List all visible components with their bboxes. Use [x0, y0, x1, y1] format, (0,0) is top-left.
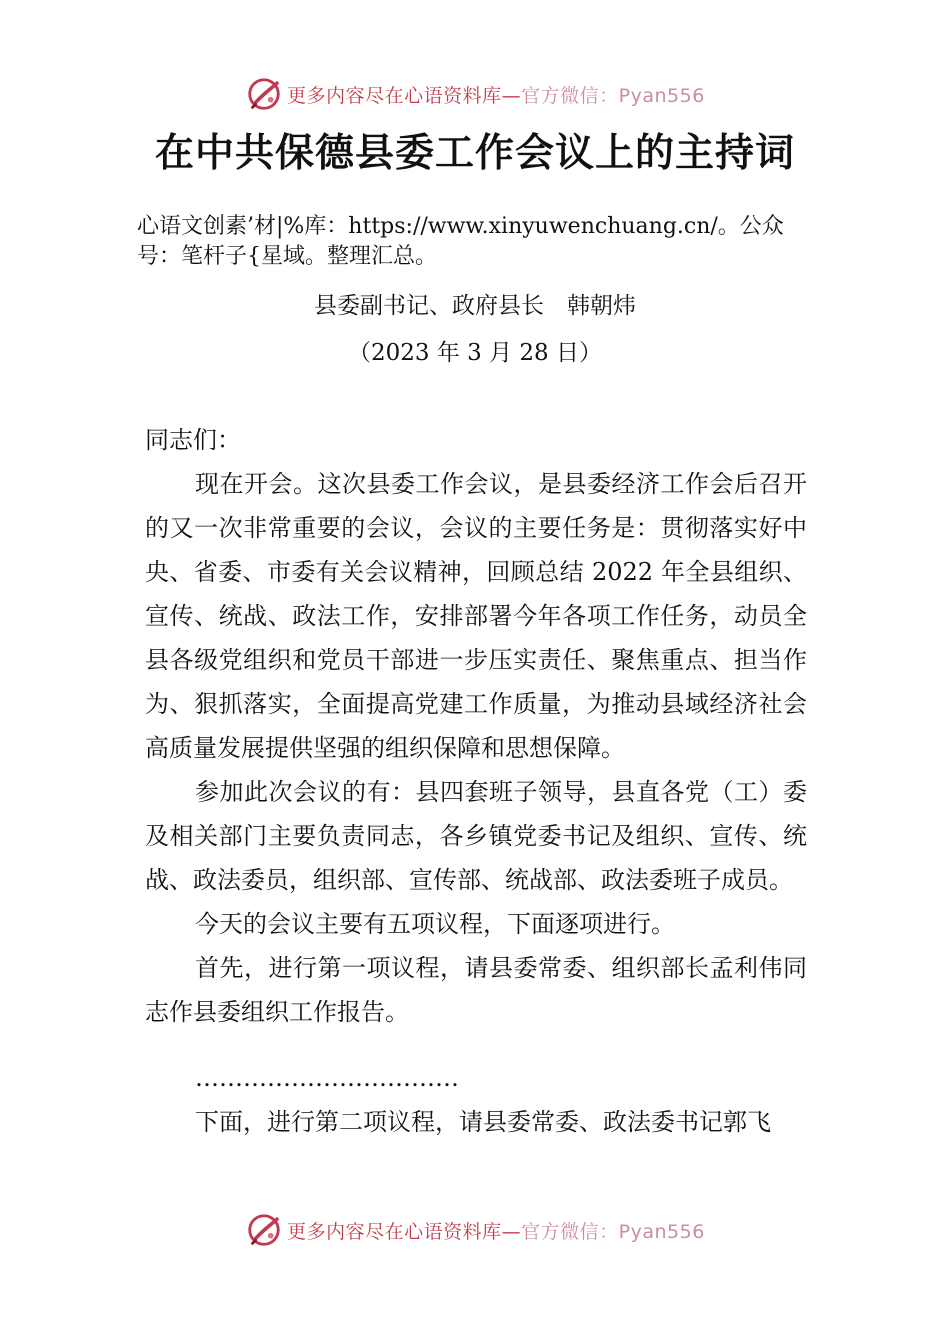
source-note: 心语文创素’材|%库：https://www.xinyuwenchuang.cn/。公众号：笔杆子{星域。整理汇总。 — [137, 214, 784, 269]
watermark-text: 更多内容尽在心语资料库— — [287, 84, 522, 107]
paragraph-1: 现在开会。这次县委工作会议，是县委经济工作会后召开的又一次非常重要的会议，会议的主要任务是：贯彻落实好中央、省委、市委有关会议精神，回顾总结 2022 年全县组织、宣传、统战、政法工作，安排部署今年各项工作任务，动员全县各级党组织和党员干部进一步压实责任、聚焦重点、担当作为、狠抓落实，全面提高党建工作质量，为推动县域经济社会高质量发展提供坚强的组织保障和思想保障。 — [145, 470, 807, 762]
document-title: 在中共保德县委工作会议上的主持词 — [154, 131, 795, 176]
brush-pen-logo-icon — [245, 75, 283, 113]
greeting: 同志们： — [145, 426, 241, 454]
watermark-header — [0, 74, 950, 114]
brush-pen-logo-icon — [245, 1211, 283, 1249]
ellipsis-separator: …………………………… — [195, 1064, 459, 1092]
paragraph-5: 下面，进行第二项议程，请县委常委、政法委书记郭飞 — [195, 1108, 771, 1136]
document-body — [145, 418, 807, 1144]
paragraph-3: 今天的会议主要有五项议程，下面逐项进行。 — [195, 910, 675, 938]
author-line: 县委副书记、政府县长 韩朝炜 — [314, 293, 636, 319]
watermark-wechat: 官方微信：Pyan556 — [521, 1220, 705, 1243]
watermark-footer — [0, 1210, 950, 1250]
paragraph-2: 参加此次会议的有：县四套班子领导，县直各党（工）委及相关部门主要负责同志，各乡镇党委书记及组织、宣传、统战、政法委员，组织部、宣传部、统战部、政法委班子成员。 — [145, 778, 807, 894]
paragraph-4: 首先，进行第一项议程，请县委常委、组织部长孟利伟同志作县委组织工作报告。 — [145, 954, 807, 1026]
watermark-text: 更多内容尽在心语资料库— — [287, 1220, 522, 1243]
watermark-wechat: 官方微信：Pyan556 — [521, 84, 705, 107]
date-line: （2023 年 3 月 28 日） — [348, 340, 602, 366]
